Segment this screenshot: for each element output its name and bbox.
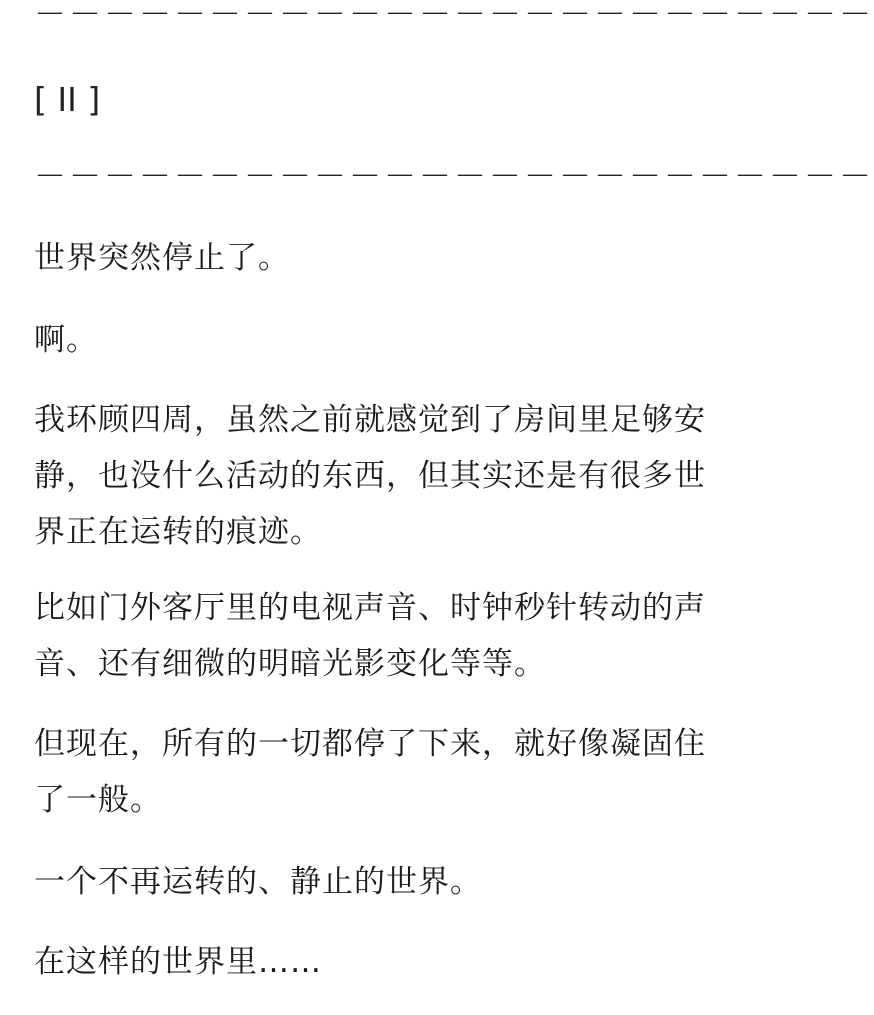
- paragraph-4: 比如门外客厅里的电视声音、时钟秒针转动的声音、还有细微的明暗光影变化等等。: [34, 590, 706, 682]
- paragraph-2: 啊。: [34, 322, 98, 358]
- paragraph-1: 世界突然停止了。: [34, 240, 290, 276]
- paragraph-5: 但现在，所有的一切都停了下来，就好像凝固住了一般。: [34, 726, 706, 818]
- separator-bottom: －－－－－－－－－－－－－－－－－－－－－－－－: [34, 157, 874, 195]
- paragraph-3: 我环顾四周，虽然之前就感觉到了房间里足够安静，也没什么活动的东西，但其实还是有很多世界正在运转的痕迹。: [34, 402, 706, 550]
- chapter-label: [ II ]: [34, 80, 101, 119]
- paragraph-7: 在这样的世界里……: [34, 944, 322, 980]
- separator-top: －－－－－－－－－－－－－－－－－－－－－－－－: [34, 0, 874, 33]
- paragraph-6: 一个不再运转的、静止的世界。: [34, 864, 482, 900]
